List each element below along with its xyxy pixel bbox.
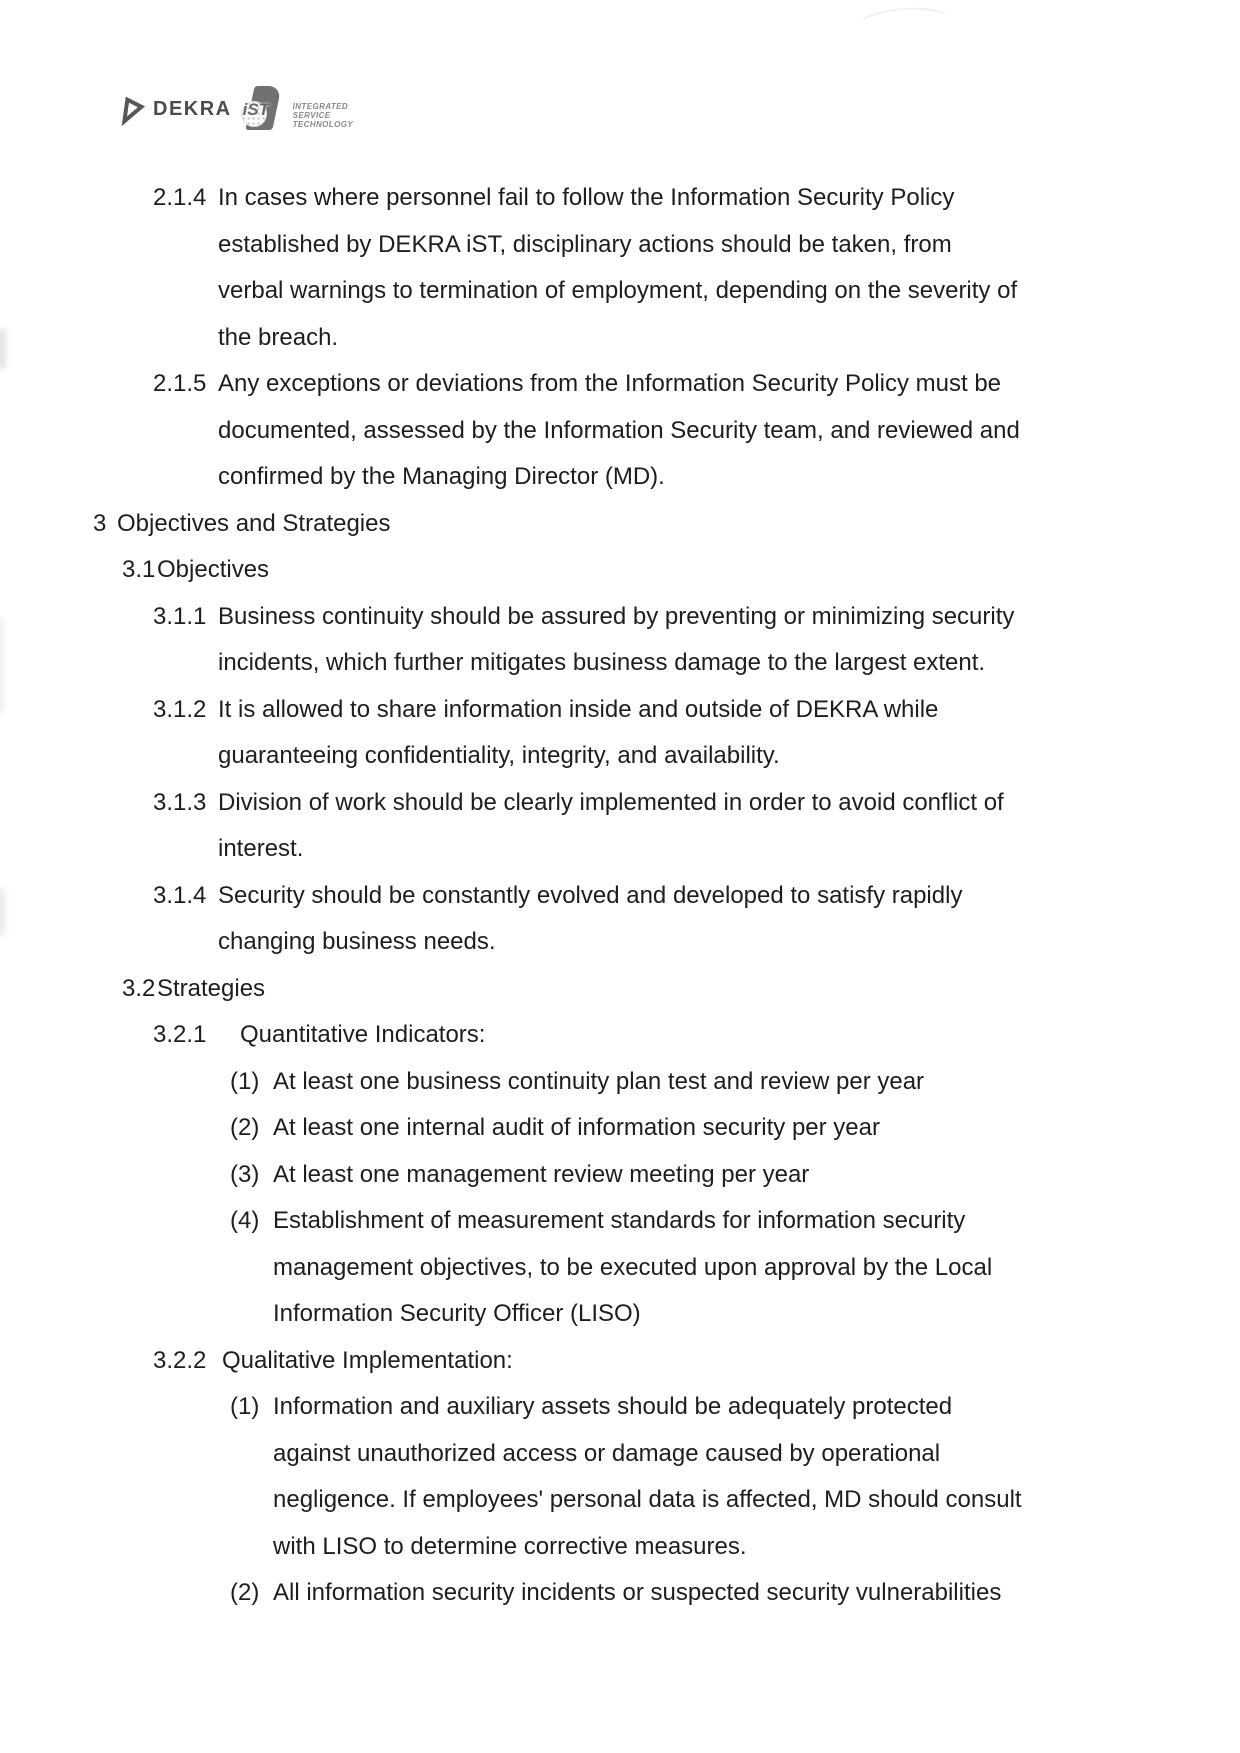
clause-number: 3.1.4 bbox=[153, 881, 207, 909]
heading-number: 3 bbox=[93, 509, 107, 537]
clause-3-1-3 bbox=[0, 780, 1240, 873]
heading-text: Strategies bbox=[157, 974, 266, 1002]
ist-logo-mark bbox=[240, 86, 288, 134]
clause-line: documented, assessed by the Information Security team, and reviewed and bbox=[218, 416, 1020, 444]
heading-section-3 bbox=[0, 501, 1240, 548]
clause-2-1-5 bbox=[0, 361, 1240, 501]
list-item-line: management objectives, to be executed upon approval by the Local bbox=[273, 1253, 993, 1281]
clause-3-2-2 bbox=[0, 1338, 1240, 1385]
clause-line: Security should be constantly evolved and developed to satisfy rapidly bbox=[218, 881, 963, 909]
list-item-1 bbox=[0, 1059, 1240, 1106]
list-item-2b bbox=[0, 1570, 1240, 1617]
dekra-ist-logo bbox=[118, 86, 353, 136]
clause-3-1-4 bbox=[0, 873, 1240, 966]
list-item-line: At least one management review meeting per year bbox=[273, 1160, 810, 1188]
clause-line: Qualitative Implementation: bbox=[222, 1346, 513, 1374]
clause-3-1-2 bbox=[0, 687, 1240, 780]
heading-text: Objectives bbox=[157, 556, 270, 583]
clause-line: Business continuity should be assured by preventing or minimizing security bbox=[218, 602, 1015, 630]
logo-tagline-line: INTEGRATED bbox=[292, 102, 349, 111]
ist-logo-text: iST bbox=[242, 100, 270, 119]
clause-line: Any exceptions or deviations from the Information Security Policy must be bbox=[218, 370, 1002, 397]
list-item-line: against unauthorized access or damage caused by operational bbox=[273, 1439, 941, 1467]
list-item-number: (4) bbox=[230, 1207, 260, 1234]
clause-number: 2.1.4 bbox=[153, 184, 207, 211]
list-item-number: (1) bbox=[230, 1067, 260, 1095]
clause-number: 3.2.2 bbox=[153, 1346, 207, 1374]
heading-text: Objectives and Strategies bbox=[117, 509, 391, 537]
list-item-line: At least one internal audit of information security per year bbox=[273, 1114, 880, 1141]
clause-line: the breach. bbox=[218, 323, 339, 351]
list-item-number: (3) bbox=[230, 1160, 260, 1188]
list-item-number: (1) bbox=[230, 1393, 260, 1420]
list-item-line: Establishment of measurement standards for information security bbox=[273, 1207, 966, 1234]
clause-line: changing business needs. bbox=[218, 928, 496, 955]
clause-number: 3.1.1 bbox=[153, 602, 207, 630]
clause-line: It is allowed to share information inside and outside of DEKRA while bbox=[218, 695, 939, 723]
list-item-line: At least one business continuity plan test and review per year bbox=[273, 1067, 925, 1095]
clause-3-2-1 bbox=[0, 1012, 1240, 1059]
clause-line: established by DEKRA iST, disciplinary actions should be taken, from bbox=[218, 230, 952, 258]
list-item-number: (2) bbox=[230, 1579, 260, 1606]
dekra-arrow-icon bbox=[118, 95, 148, 127]
list-item-2 bbox=[0, 1105, 1240, 1152]
clause-number: 3.1.2 bbox=[153, 695, 207, 723]
logo-tagline-line: TECHNOLOGY bbox=[292, 120, 354, 129]
list-item-number: (2) bbox=[230, 1114, 260, 1141]
clause-line: incidents, which further mitigates business damage to the largest extent. bbox=[218, 649, 986, 676]
clause-line: In cases where personnel fail to follow the Information Security Policy bbox=[218, 184, 955, 211]
scan-artifact bbox=[854, 5, 955, 46]
list-item-line: Information Security Officer (LISO) bbox=[273, 1300, 641, 1327]
clause-3-1-1 bbox=[0, 594, 1240, 687]
dekra-wordmark: DEKRA bbox=[153, 98, 232, 120]
clause-2-1-4 bbox=[0, 175, 1240, 361]
logo-tagline bbox=[293, 102, 353, 129]
heading-number: 3.1 bbox=[122, 556, 156, 583]
clause-line: interest. bbox=[218, 835, 304, 862]
clause-number: 3.1.3 bbox=[153, 788, 207, 816]
clause-number: 3.2.1 bbox=[153, 1021, 207, 1048]
list-item-line: All information security incidents or suspected security vulnerabilities bbox=[273, 1579, 1002, 1606]
list-item-4 bbox=[0, 1198, 1240, 1338]
list-item-1b bbox=[0, 1384, 1240, 1570]
list-item-3 bbox=[0, 1152, 1240, 1199]
list-item-line: with LISO to determine corrective measures. bbox=[273, 1532, 747, 1560]
heading-section-3-1 bbox=[0, 547, 1240, 594]
clause-line: verbal warnings to termination of employment, depending on the severity of bbox=[218, 277, 1018, 304]
clause-number: 2.1.5 bbox=[153, 370, 207, 397]
logo-tagline-line: SERVICE bbox=[292, 111, 331, 120]
list-item-line: Information and auxiliary assets should be adequately protected bbox=[273, 1393, 953, 1420]
document-content bbox=[0, 175, 1240, 1617]
clause-line: Quantitative Indicators: bbox=[240, 1021, 486, 1048]
heading-section-3-2 bbox=[0, 966, 1240, 1013]
clause-line: guaranteeing confidentiality, integrity, and availability. bbox=[218, 742, 780, 769]
heading-number: 3.2 bbox=[122, 974, 156, 1002]
clause-line: confirmed by the Managing Director (MD). bbox=[218, 463, 665, 490]
clause-line: Division of work should be clearly implemented in order to avoid conflict of bbox=[218, 788, 1004, 816]
list-item-line: negligence. If employees' personal data is affected, MD should consult bbox=[273, 1486, 1022, 1513]
